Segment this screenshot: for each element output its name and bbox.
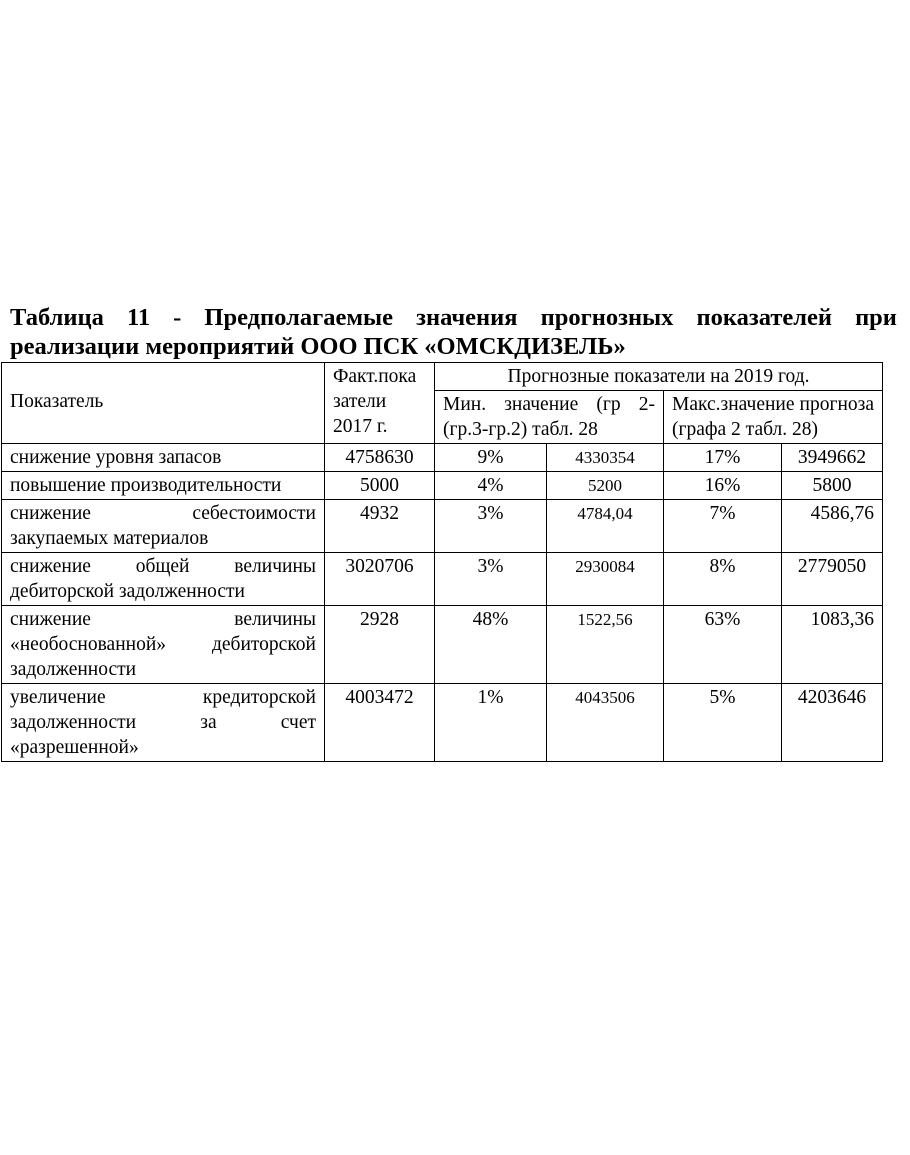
header-fact-line: Факт.пока <box>333 366 417 387</box>
min-val-cell: 4043506 <box>547 684 664 762</box>
header-row <box>2 363 883 391</box>
max-val-cell: 4586,76 <box>782 500 883 553</box>
header-max-label: Макс.значение прогноза (графа 2 табл. 28) <box>664 391 883 444</box>
table-row <box>2 444 883 472</box>
caption-line-1 <box>10 303 897 332</box>
min-pct-cell: 1% <box>435 684 547 762</box>
table-row <box>2 472 883 500</box>
caption-word: Предполагаемые <box>204 304 394 331</box>
fact-cell: 4932 <box>325 500 435 553</box>
header-fact-line: 2017 г. <box>333 416 388 437</box>
table-row <box>2 500 883 553</box>
caption-line-2: реализации мероприятий ООО ПСК «ОМСКДИЗЕЛЬ» <box>10 333 626 360</box>
max-val-cell: 5800 <box>782 472 883 500</box>
caption-word: - <box>173 304 182 331</box>
header-min-label: Мин. значение (гр 2-(гр.3-гр.2) табл. 28 <box>435 391 664 444</box>
min-pct-cell: 4% <box>435 472 547 500</box>
fact-cell: 4003472 <box>325 684 435 762</box>
forecast-table <box>1 362 883 762</box>
max-pct-cell: 17% <box>664 444 782 472</box>
table-row <box>2 684 883 762</box>
min-pct-cell: 9% <box>435 444 547 472</box>
max-val-cell: 4203646 <box>782 684 883 762</box>
header-indicator: Показатель <box>10 391 104 412</box>
min-val-cell: 5200 <box>547 472 664 500</box>
header-fact-cell <box>325 363 435 444</box>
header-indicator-cell <box>2 363 325 444</box>
table-row <box>2 606 883 684</box>
table-row <box>2 553 883 606</box>
fact-cell: 5000 <box>325 472 435 500</box>
max-val-cell: 3949662 <box>782 444 883 472</box>
caption-word: 11 <box>126 304 151 331</box>
fact-cell: 4758630 <box>325 444 435 472</box>
max-pct-cell: 5% <box>664 684 782 762</box>
min-val-cell: 4330354 <box>547 444 664 472</box>
max-pct-cell: 7% <box>664 500 782 553</box>
max-pct-cell: 63% <box>664 606 782 684</box>
caption-word: показателей <box>696 304 832 331</box>
header-forecast-group: Прогнозные показатели на 2019 год. <box>435 363 883 391</box>
min-pct-cell: 48% <box>435 606 547 684</box>
fact-cell: 3020706 <box>325 553 435 606</box>
max-val-cell: 1083,36 <box>782 606 883 684</box>
indicator-cell: снижение величины «необоснованной» дебиторской задолженности <box>2 606 325 684</box>
table-caption <box>10 303 897 361</box>
indicator-cell: снижение себестоимости закупаемых материалов <box>2 500 325 553</box>
header-fact-line: затели <box>333 391 387 412</box>
min-pct-cell: 3% <box>435 553 547 606</box>
min-val-cell: 4784,04 <box>547 500 664 553</box>
min-val-cell: 1522,56 <box>547 606 664 684</box>
caption-word: прогнозных <box>540 304 674 331</box>
indicator-cell: увеличение кредиторской задолженности за счет «разрешенной» <box>2 684 325 762</box>
indicator-cell: снижение общей величины дебиторской задолженности <box>2 553 325 606</box>
caption-word: значения <box>416 304 518 331</box>
fact-cell: 2928 <box>325 606 435 684</box>
max-pct-cell: 16% <box>664 472 782 500</box>
caption-word: Таблица <box>10 304 104 331</box>
max-val-cell: 2779050 <box>782 553 883 606</box>
min-val-cell: 2930084 <box>547 553 664 606</box>
min-pct-cell: 3% <box>435 500 547 553</box>
caption-word: при <box>855 304 897 331</box>
indicator-cell: снижение уровня запасов <box>2 444 325 472</box>
max-pct-cell: 8% <box>664 553 782 606</box>
indicator-cell: повышение производительности <box>2 472 325 500</box>
